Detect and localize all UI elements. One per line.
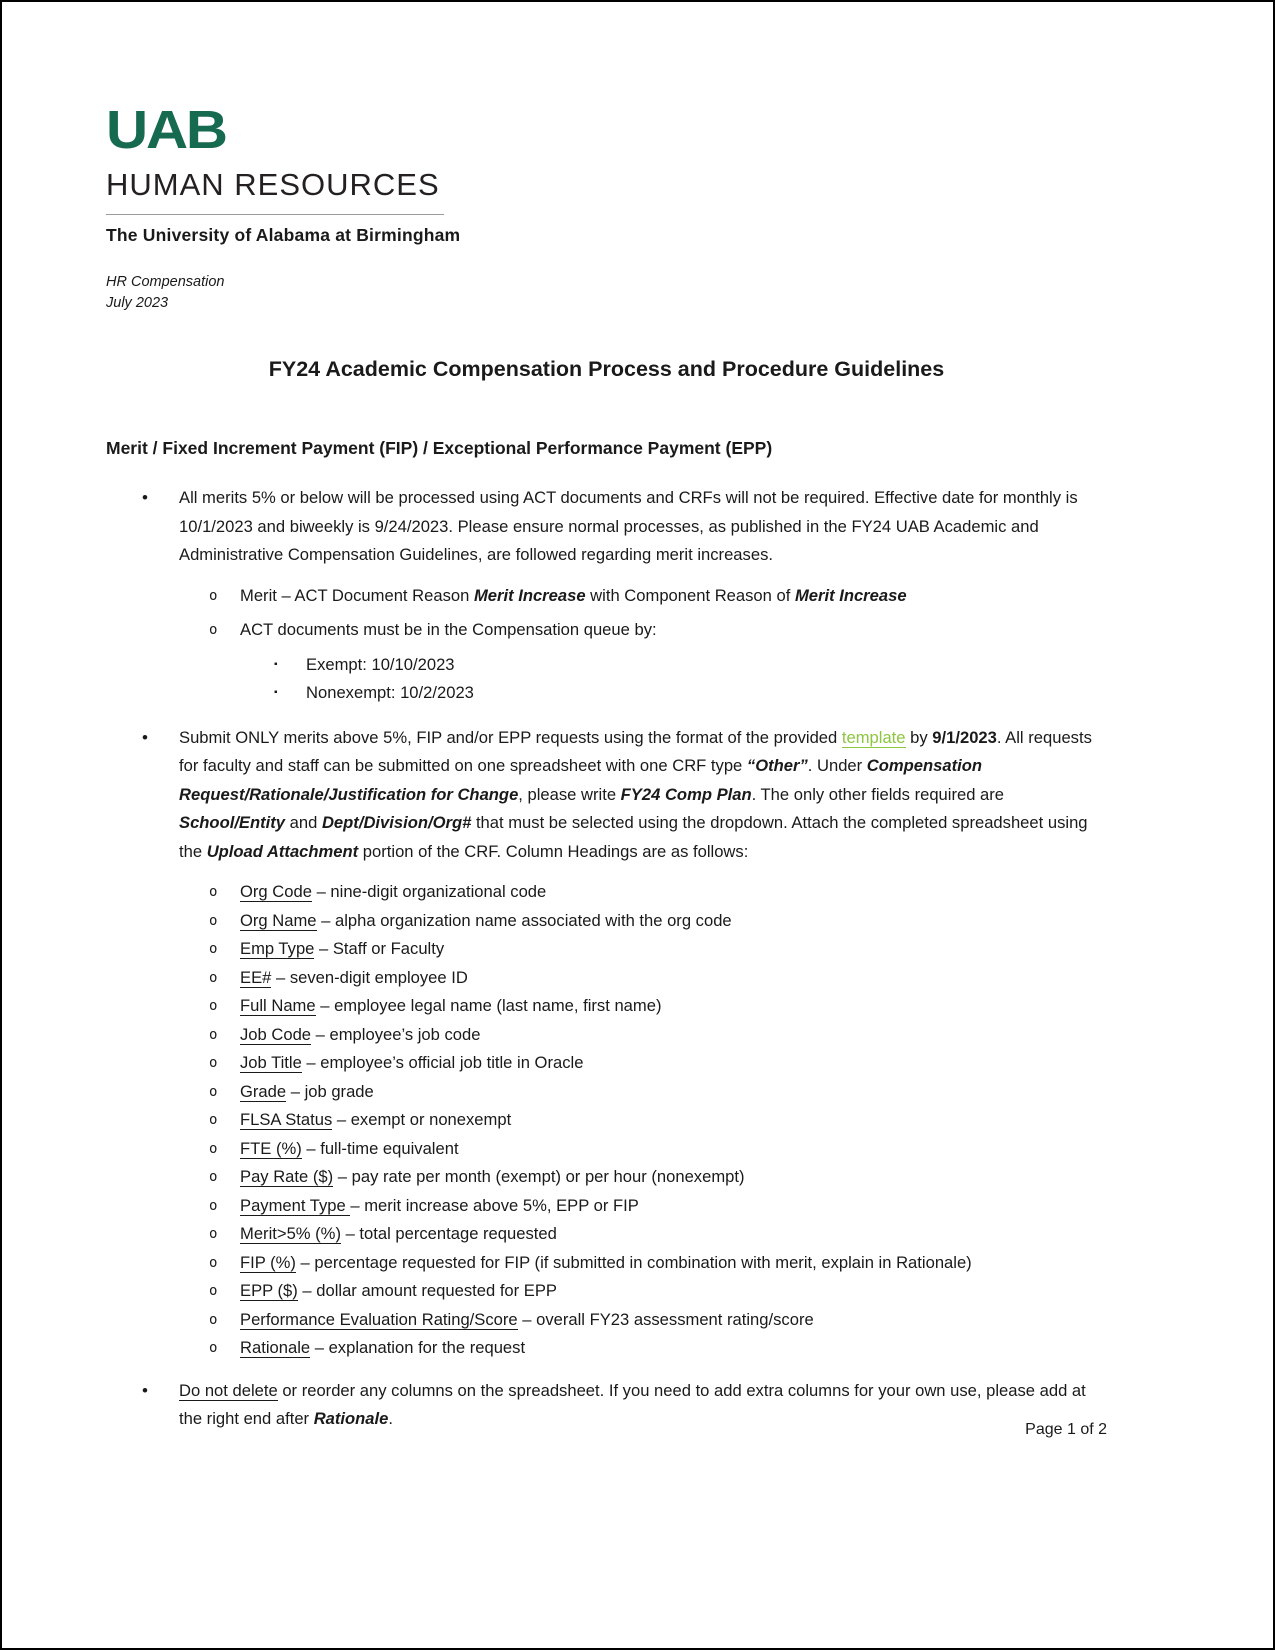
- text-run: Rationale: [240, 1338, 311, 1357]
- column-definition-item: [106, 1135, 1107, 1164]
- bullet-icon: o: [209, 941, 218, 957]
- text-run: Merit – ACT Document Reason: [240, 585, 474, 605]
- text-run: portion of the CRF. Column Headings are as follows:: [358, 841, 749, 861]
- bullet-icon: o: [209, 622, 218, 638]
- org-name: HUMAN RESOURCES: [106, 166, 444, 215]
- column-definition-item: [106, 1306, 1107, 1335]
- template-link[interactable]: template: [841, 727, 906, 747]
- meta-date: July 2023: [106, 295, 169, 311]
- text-run: – alpha organization name associated with the org code: [316, 910, 732, 930]
- text-run: Compensation Request/Rationale/Justification for Change: [179, 756, 983, 804]
- text-run: FLSA Status: [240, 1110, 333, 1129]
- text-run: Grade: [240, 1081, 287, 1101]
- page-title: FY24 Academic Compensation Process and Procedure Guidelines: [268, 357, 945, 381]
- paragraph-text: [240, 1224, 557, 1244]
- text-run: Performance Evaluation Rating/Score: [240, 1309, 518, 1329]
- text-run: – nine-digit organizational code: [311, 882, 547, 901]
- bullet-icon: o: [209, 1169, 218, 1185]
- text-run: or reorder any columns on the spreadsheet. If you need to add extra columns for your own use, please add at the right end after: [179, 1380, 1086, 1428]
- bullet-icon: o: [209, 1340, 218, 1356]
- letterhead: [106, 102, 1107, 314]
- text-run: with Component Reason of: [585, 585, 795, 605]
- paragraph-text: [240, 620, 657, 639]
- paragraph-text: [240, 968, 468, 988]
- bullet-icon: o: [209, 1140, 218, 1157]
- text-run: Exempt: 10/10/2023: [306, 654, 455, 674]
- uab-logo: UAB: [106, 100, 226, 160]
- bullet-icon: •: [142, 1380, 148, 1400]
- paragraph-text: [240, 1139, 459, 1159]
- bullet-icon: o: [209, 912, 218, 929]
- column-definition-item: [106, 1106, 1107, 1135]
- bullet-icon: o: [209, 1254, 218, 1271]
- text-run: – seven-digit employee ID: [271, 967, 468, 987]
- text-run: – pay rate per month (exempt) or per hour (nonexempt): [333, 1167, 745, 1186]
- column-definition-item: [106, 992, 1107, 1021]
- text-run: and: [285, 813, 322, 832]
- text-run: – percentage requested for FIP (if submitted in combination with merit, explain in Rationale): [295, 1252, 972, 1272]
- text-run: Pay Rate ($): [240, 1167, 334, 1186]
- column-definition-item: [106, 1249, 1107, 1278]
- text-run: . The only other fields required are: [751, 784, 1005, 804]
- text-run: – dollar amount requested for EPP: [297, 1281, 557, 1300]
- paragraph-text: [240, 1253, 972, 1273]
- bullet-icon: o: [209, 884, 218, 900]
- sub-bullet-item: [106, 616, 1107, 645]
- text-run: Payment Type: [240, 1195, 351, 1215]
- university-name: The University of Alabama at Birmingham: [106, 225, 461, 245]
- paragraph-text: [240, 1110, 511, 1130]
- page-number: Page 1 of 2: [1025, 1421, 1107, 1438]
- bullet-icon: o: [209, 1055, 218, 1071]
- text-run: EE#: [240, 967, 272, 987]
- column-definition-item: [106, 1078, 1107, 1107]
- column-definition-item: [106, 1192, 1107, 1221]
- column-definition-item: [106, 1334, 1107, 1363]
- bullet-icon: •: [142, 727, 148, 747]
- sub-sub-bullet-item: [106, 679, 1107, 708]
- paragraph-text: [240, 1338, 525, 1358]
- text-run: – employee legal name (last name, first name): [315, 996, 662, 1015]
- paragraph-text: [179, 728, 1092, 861]
- text-run: Emp Type: [240, 939, 315, 958]
- bullet-icon: ▪: [274, 658, 278, 670]
- column-definition-item: [106, 907, 1107, 936]
- text-run: – full-time equivalent: [301, 1138, 459, 1158]
- text-run: – overall FY23 assessment rating/score: [517, 1309, 814, 1329]
- text-run: Full Name: [240, 996, 316, 1015]
- paragraph-text: [240, 1310, 814, 1330]
- column-definition-item: [106, 1220, 1107, 1249]
- sub-bullet-item: [106, 582, 1107, 611]
- text-run: – exempt or nonexempt: [332, 1110, 512, 1129]
- text-run: Merit Increase: [794, 585, 907, 605]
- column-definition-item: [106, 1021, 1107, 1050]
- paragraph-text: [306, 683, 474, 702]
- text-run: – total percentage requested: [340, 1224, 557, 1243]
- bullet-icon: o: [209, 998, 218, 1014]
- text-run: Job Title: [240, 1053, 302, 1072]
- text-run: – employee’s job code: [311, 1024, 481, 1044]
- text-run: Submit ONLY merits above 5%, FIP and/or EPP requests using the format of the provided: [179, 727, 842, 747]
- text-run: FY24 Comp Plan: [620, 784, 752, 804]
- text-run: , please write: [518, 784, 621, 804]
- column-definition-item: [106, 878, 1107, 907]
- text-run: by: [905, 727, 933, 747]
- text-run: – employee’s official job title in Oracle: [301, 1053, 584, 1072]
- paragraph-text: [306, 655, 455, 674]
- bullet-icon: o: [209, 1226, 218, 1242]
- paragraph-text: [240, 1025, 480, 1045]
- text-run: .: [388, 1409, 394, 1428]
- text-run: All merits 5% or below will be processed using ACT documents and CRFs will not be required. Effective date for monthly is 10/1/2023 and biweekly is 9/24/2023. Please ensure normal processes, as published in the FY24 UAB Academic and Administrative Compensation Guidelines, are followed regarding merit increases.: [179, 488, 1078, 564]
- column-definition-item: [106, 964, 1107, 993]
- text-run: School/Entity: [179, 813, 286, 832]
- meta-department: HR Compensation: [106, 274, 225, 290]
- text-run: Job Code: [240, 1024, 312, 1044]
- bullet-icon: o: [209, 1311, 218, 1328]
- text-run: Merit Increase: [473, 585, 586, 605]
- text-run: . All requests for faculty and staff can be submitted on one spreadsheet with one CRF type: [179, 727, 1092, 775]
- text-run: – job grade: [286, 1081, 374, 1101]
- paragraph-text: [240, 996, 662, 1016]
- text-run: . Under: [807, 756, 867, 775]
- paragraph-text: [240, 1053, 583, 1073]
- sub-sub-bullet-item: [106, 651, 1107, 680]
- text-run: Do not delete: [179, 1380, 278, 1400]
- text-run: Dept/Division/Org#: [321, 813, 472, 832]
- bullet-item: [106, 724, 1107, 867]
- text-run: – explanation for the request: [310, 1338, 526, 1357]
- column-definition-item: [106, 1049, 1107, 1078]
- doc-meta: [106, 272, 1107, 314]
- text-run: FIP (%): [240, 1252, 296, 1272]
- bullet-icon: o: [209, 969, 218, 986]
- bullet-icon: o: [209, 1197, 218, 1214]
- bullet-icon: o: [209, 1083, 218, 1100]
- bullet-icon: ▪: [274, 687, 278, 698]
- bullet-icon: o: [209, 1112, 218, 1128]
- text-run: Org Code: [240, 882, 312, 901]
- text-run: 9/1/2023: [932, 727, 997, 747]
- paragraph-text: [240, 1167, 745, 1187]
- text-run: Nonexempt: 10/2/2023: [306, 683, 474, 702]
- column-definition-item: [106, 935, 1107, 964]
- paragraph-text: [240, 882, 546, 902]
- text-run: ACT documents must be in the Compensation queue by:: [240, 620, 657, 639]
- text-run: Rationale: [313, 1409, 389, 1428]
- text-run: “Other”: [746, 756, 808, 775]
- section-heading: Merit / Fixed Increment Payment (FIP) / Exceptional Performance Payment (EPP): [106, 438, 773, 458]
- bullet-icon: o: [209, 1283, 218, 1299]
- paragraph-text: [240, 911, 732, 931]
- column-definition-item: [106, 1163, 1107, 1192]
- text-run: that must be selected using the dropdown. Attach the completed spreadsheet using the: [179, 813, 1088, 861]
- paragraph-text: [240, 586, 907, 605]
- document-content: [106, 2, 1107, 1446]
- text-run: – Staff or Faculty: [314, 939, 445, 958]
- bullet-icon: o: [209, 587, 218, 604]
- paragraph-text: [240, 939, 444, 959]
- bullet-icon: •: [142, 488, 148, 507]
- text-run: Upload Attachment: [206, 841, 359, 861]
- paragraph-text: [179, 488, 1078, 564]
- text-run: EPP ($): [240, 1281, 298, 1300]
- text-run: Merit>5% (%): [240, 1224, 341, 1243]
- bullet-icon: o: [209, 1026, 218, 1043]
- paragraph-text: [240, 1082, 374, 1102]
- column-definition-item: [106, 1277, 1107, 1306]
- paragraph-text: [240, 1281, 557, 1301]
- text-run: – merit increase above 5%, EPP or FIP: [350, 1195, 639, 1215]
- bullet-item: [106, 484, 1107, 570]
- document-body: [106, 484, 1107, 1434]
- paragraph-text: [240, 1196, 639, 1216]
- text-run: FTE (%): [240, 1138, 302, 1158]
- text-run: Org Name: [240, 910, 317, 930]
